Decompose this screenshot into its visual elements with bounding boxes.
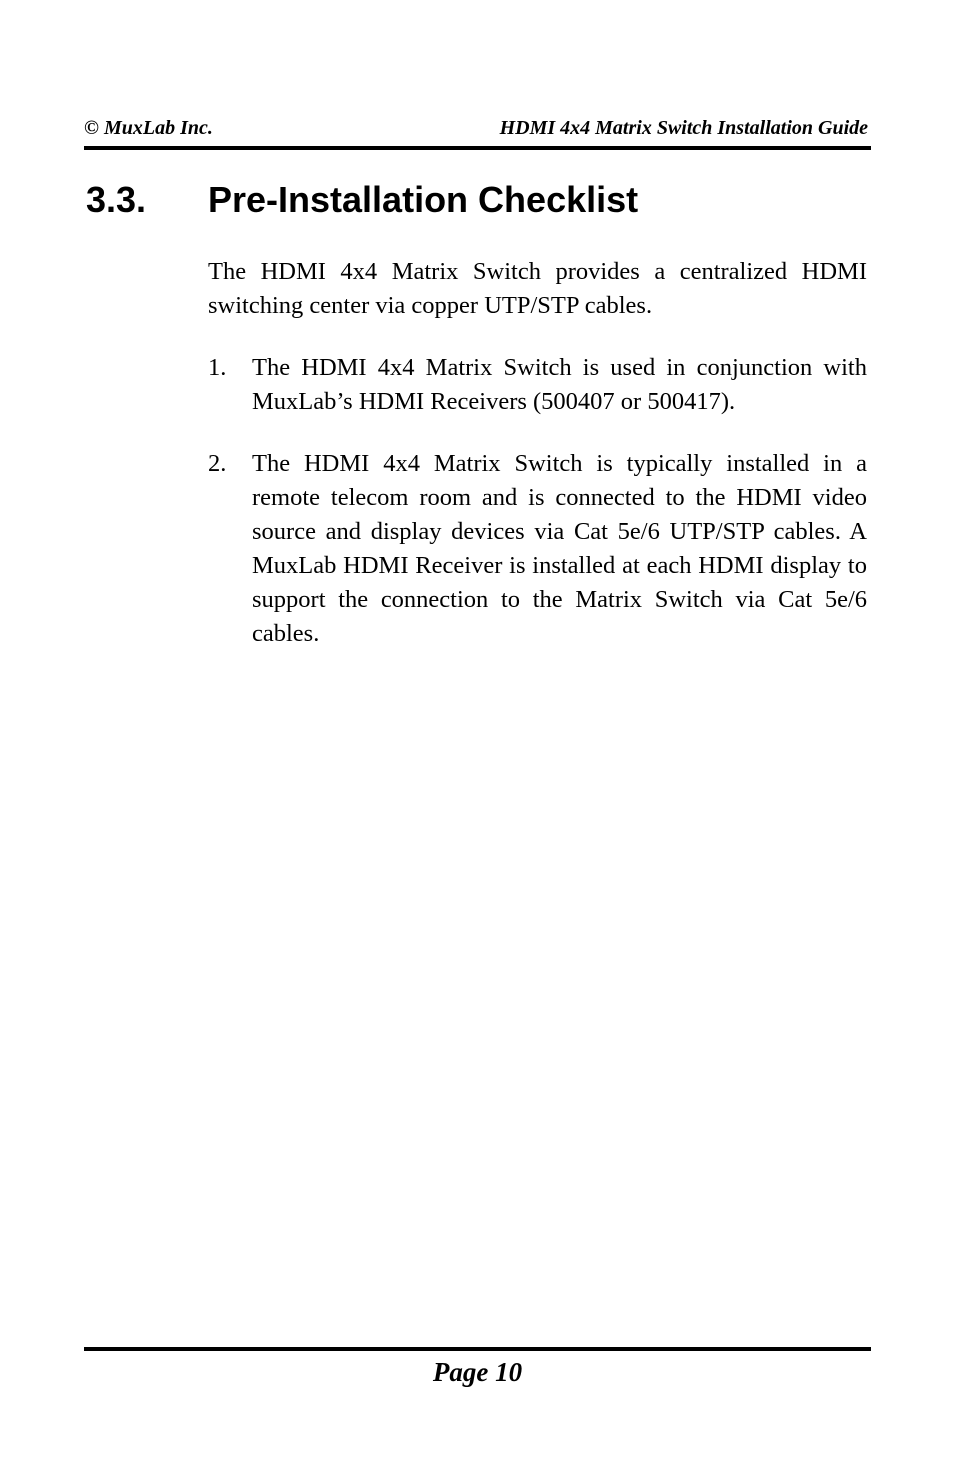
list-item-text: The HDMI 4x4 Matrix Switch is typically installed in a remote telecom room and is connected to the HDMI video source and display devices via Cat 5e/6 UTP/STP cables. A MuxLab HDMI Receiver is installed at each HDMI display to support the connection to the Matrix Switch via Cat 5e/6 cables. — [252, 450, 867, 647]
list-item-marker: 2. — [208, 450, 227, 477]
section-number: 3.3. — [86, 179, 147, 220]
section-heading — [86, 178, 638, 222]
list-item-marker: 1. — [208, 354, 227, 381]
section-body — [208, 255, 867, 679]
list-item — [208, 351, 867, 419]
header-copyright: © MuxLab Inc. — [84, 117, 213, 139]
header-document-title: HDMI 4x4 Matrix Switch Installation Guide — [499, 117, 868, 139]
intro-paragraph: The HDMI 4x4 Matrix Switch provides a centralized HDMI switching center via copper UTP/STP cables. — [208, 258, 867, 319]
list-item-text: The HDMI 4x4 Matrix Switch is used in conjunction with MuxLab’s HDMI Receivers (500407 or 500417). — [252, 354, 867, 415]
section-title: Pre-Installation Checklist — [208, 179, 639, 220]
page-number: Page 10 — [432, 1357, 523, 1387]
page-header — [84, 117, 870, 145]
header-rule — [84, 146, 871, 150]
footer-rule — [84, 1347, 871, 1351]
list-item — [208, 447, 867, 651]
